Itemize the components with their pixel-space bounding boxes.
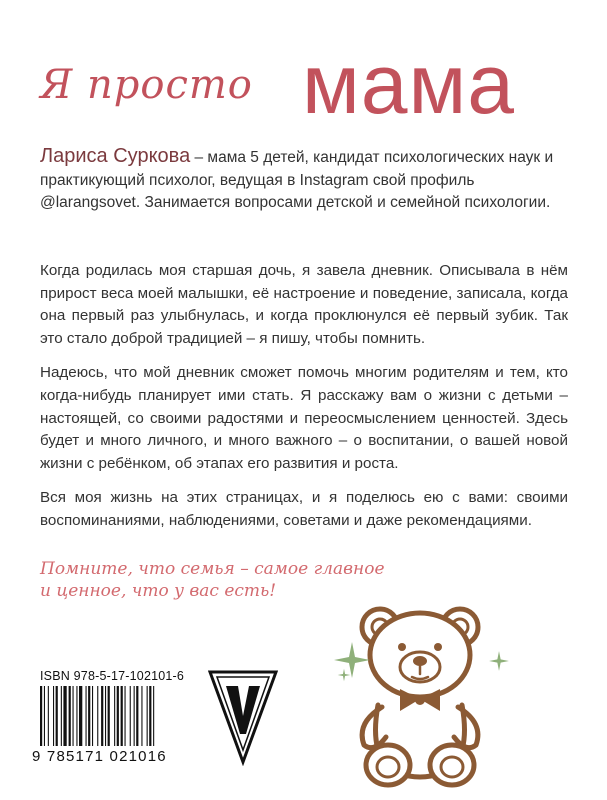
barcode-bar	[48, 686, 49, 746]
barcode-bar	[149, 686, 151, 746]
barcode	[38, 686, 198, 748]
description	[40, 260, 568, 545]
barcode-bar	[101, 686, 103, 746]
barcode-bar	[121, 686, 123, 746]
teddy-bear-icon	[338, 595, 503, 790]
barcode-bar	[56, 686, 58, 746]
quote-line: и ценное, что у вас есть!	[40, 581, 277, 601]
barcode-bar	[105, 686, 106, 746]
barcode-bar	[63, 686, 66, 746]
barcode-bar	[134, 686, 135, 746]
barcode-bar	[141, 686, 142, 746]
barcode-bar	[86, 686, 87, 746]
barcode-bar	[76, 686, 77, 746]
author-bio	[40, 145, 575, 215]
barcode-bar	[114, 686, 115, 746]
paragraph: Когда родилась моя старшая дочь, я завела дневник. Описывала в нём прирост веса моей малышки, её настроение и поведение, записала, когда она первый раз улыбнулась, и когда проклюнулся её первый зубик. Так это стало доброй традицией – я пишу, чтобы помнить.	[40, 262, 568, 347]
cover-title	[0, 22, 607, 131]
barcode-bar	[108, 686, 110, 746]
author-bio-text: – мама 5 детей, кандидат психологических наук и практикующий психолог, ведущая в Instagram свой профиль @larangsovet. Занимается вопросами детской и семейной психологии.	[40, 149, 554, 211]
isbn-label: ISBN 978-5-17-102101-6	[40, 669, 185, 683]
barcode-bar	[61, 686, 62, 746]
barcode-bar	[44, 686, 45, 746]
barcode-bar	[147, 686, 148, 746]
barcode-bar	[88, 686, 90, 746]
title-main: мама	[302, 37, 515, 131]
barcode-bar	[92, 686, 93, 746]
barcode-digits: 9 785171 021016	[32, 748, 167, 765]
sparkle-icon	[488, 650, 510, 672]
barcode-bar	[69, 686, 71, 746]
barcode-bar	[73, 686, 74, 746]
title-script: Я просто	[40, 62, 253, 108]
paragraph: Надеюсь, что мой дневник сможет помочь многим родителям и тем, кто когда-нибудь планирует ими стать. Я расскажу вам о жизни с детьми – настоящей, со своими радостями и переосмыслением ценностей. Здесь будет и много личного, и много важного – о воспитании, о вашей новой жизни с ребёнком, об этапах его развития и роста.	[40, 364, 568, 472]
barcode-bar	[53, 686, 54, 746]
barcode-bar	[40, 686, 42, 746]
barcode-bar	[97, 686, 98, 746]
sparkle-icon	[337, 668, 351, 682]
barcode-bar	[79, 686, 82, 746]
v-triangle-logo-icon	[208, 668, 278, 766]
barcode-bar	[130, 686, 131, 746]
quote-line: Помните, что семья – самое главное	[40, 559, 385, 579]
barcode-bar	[153, 686, 154, 746]
author-name: Лариса Суркова	[40, 145, 191, 167]
barcode-bar	[117, 686, 119, 746]
barcode-bar	[136, 686, 138, 746]
barcode-bar	[125, 686, 126, 746]
paragraph: Вся моя жизнь на этих страницах, и я поделюсь ею с вами: своими воспоминаниями, наблюдениями, советами и даже рекомендациями.	[40, 489, 568, 529]
